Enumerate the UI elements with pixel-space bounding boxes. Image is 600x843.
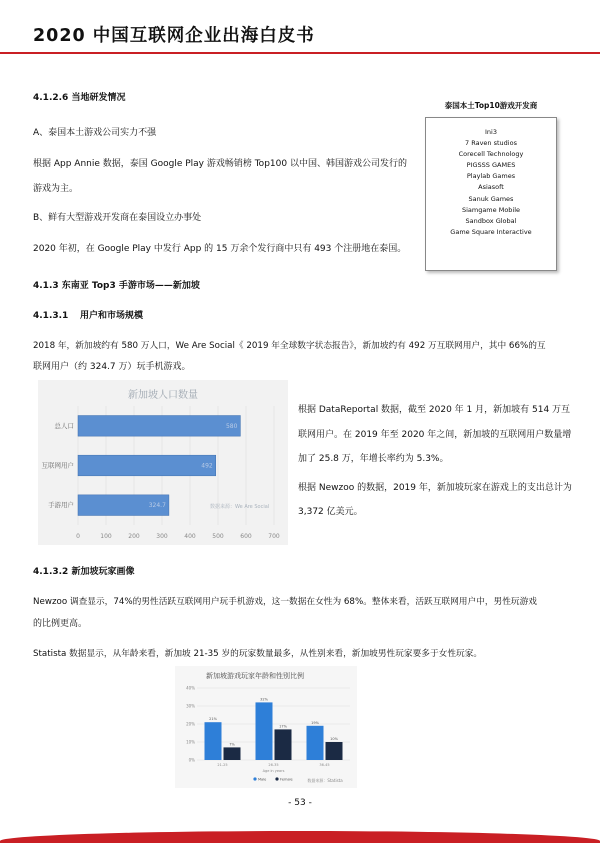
legend-marker <box>253 777 256 780</box>
age-gender-chart-svg <box>175 666 357 788</box>
para-right-3: 加了 25.8 万，年增长率约为 5.3%。 <box>298 454 449 464</box>
developer-item: 7 Raven studios <box>465 139 517 148</box>
x-tick-label: 200 <box>128 533 140 540</box>
page-number: - 53 - <box>288 798 312 808</box>
para-right-2: 联网用户。在 2019 年至 2020 年之间，新加坡的互联网用户数量增 <box>298 430 572 440</box>
x-tick-label: 0 <box>76 533 80 540</box>
y-tick-label: 40% <box>186 685 195 691</box>
para-b-title: B、鲜有大型游戏开发商在泰国设立办事处 <box>33 213 202 223</box>
bar <box>224 747 241 760</box>
para-b-body: 2020 年初，在 Google Play 中发行 App 的 15 万余个发行商中只有 493 个注册地在泰国。 <box>33 244 407 254</box>
x-tick-label: 500 <box>212 533 224 540</box>
x-tick-label: 36-45 <box>319 763 330 767</box>
developer-item: Ini3 <box>485 128 497 136</box>
developer-item: Game Square Interactive <box>450 227 532 236</box>
section-heading-4126: 4.1.2.6 当地研发情况 <box>33 93 126 103</box>
developer-item: Sanuk Games <box>468 194 514 203</box>
para-4132-line-3: Statista 数据显示，从年龄来看，新加坡 21-35 岁的玩家数量最多，从性别来看，新加坡男性玩家要多于女性玩家。 <box>33 649 483 659</box>
x-tick-label: 600 <box>240 533 252 540</box>
developer-list-box <box>425 117 557 271</box>
legend-marker <box>275 777 278 780</box>
para-a-title: A、泰国本土游戏公司实力不强 <box>33 128 157 138</box>
y-tick-label: 30% <box>186 703 195 709</box>
x-tick-label: 700 <box>268 533 280 540</box>
population-chart <box>38 380 288 545</box>
para-413-line-2: 联网用户（约 324.7 万）玩手机游戏。 <box>33 362 191 372</box>
developer-item: Asiasoft <box>478 183 504 192</box>
developer-item: Sandbox Global <box>465 216 517 225</box>
data-label: 324.7 <box>148 502 166 510</box>
bar <box>326 742 343 760</box>
para-right-4: 根据 Newzoo 的数据，2019 年，新加坡玩家在游戏上的支出总计为 <box>298 483 572 493</box>
chart-source: 数据来源：We Are Social <box>210 504 270 510</box>
developer-item: Siamgame Mobile <box>461 205 521 214</box>
developer-item: PIGSSS GAMES <box>466 161 516 170</box>
para-4132-line-2: 的比例更高。 <box>33 619 88 629</box>
section-heading-4131-num: 4.1.3.1 <box>33 311 69 321</box>
x-tick-label: 21-25 <box>217 763 228 767</box>
data-label: 32% <box>260 697 268 702</box>
bar <box>275 729 292 760</box>
data-label: 7% <box>229 742 235 747</box>
section-heading-413: 4.1.3 东南亚 Top3 手游市场——新加坡 <box>33 281 200 291</box>
x-tick-label: 100 <box>100 533 112 540</box>
legend-label: Female <box>280 777 293 782</box>
data-label: 17% <box>279 724 287 729</box>
data-label: 19% <box>311 720 319 725</box>
category-label: 手游用户 <box>48 501 74 510</box>
developer-item: Corecell Technology <box>458 150 524 159</box>
para-413-line-1: 2018 年，新加坡约有 580 万人口，We Are Social《 2019 年全球数字状态报告》，新加坡约有 492 万互联网用户，其中 66%的互 <box>33 341 546 351</box>
bar <box>205 722 222 760</box>
document-header-title: 2020 中国互联网企业出海白皮书 <box>33 26 315 46</box>
data-label: 580 <box>225 422 238 430</box>
x-tick-label: 300 <box>156 533 168 540</box>
category-label: 互联网用户 <box>41 461 74 470</box>
y-tick-label: 20% <box>186 721 195 727</box>
data-label: 492 <box>201 462 213 470</box>
chart-title: 新加坡游戏玩家年龄和性别比例 <box>206 672 304 680</box>
legend-label: Male <box>258 777 267 782</box>
chart-source: 数据来源：Statista <box>307 778 343 783</box>
category-label: 总人口 <box>54 421 74 430</box>
x-axis-label: Age in years <box>262 769 285 773</box>
para-a-body-1: 根据 App Annie 数据，泰国 Google Play 游戏畅销榜 Top100 以中国、韩国游戏公司发行的 <box>33 159 407 169</box>
chart-title: 新加坡人口数量 <box>128 390 198 401</box>
developer-item: Playlab Games <box>466 172 516 181</box>
section-heading-4132: 4.1.3.2 新加坡玩家画像 <box>33 567 135 577</box>
bar <box>256 702 273 760</box>
y-tick-label: 10% <box>186 739 195 745</box>
footer-band <box>0 831 600 843</box>
header-divider <box>0 52 600 54</box>
population-chart-svg <box>38 380 288 545</box>
sidebar-title: 泰国本土Top10游戏开发商 <box>444 101 538 110</box>
bar <box>307 726 324 760</box>
x-tick-label: 26-35 <box>268 763 279 767</box>
data-label: 21% <box>209 717 217 722</box>
para-right-5: 3,372 亿美元。 <box>298 507 363 517</box>
bar <box>78 455 216 476</box>
age-gender-chart <box>175 666 357 788</box>
y-tick-label: 0% <box>188 757 195 763</box>
bar <box>78 416 240 437</box>
para-right-1: 根据 DataReportal 数据，截至 2020 年 1 月，新加坡有 514 万互 <box>298 405 571 415</box>
section-heading-4131-text: 用户和市场规模 <box>80 311 144 321</box>
x-tick-label: 400 <box>184 533 196 540</box>
data-label: 10% <box>330 737 338 741</box>
para-a-body-2: 游戏为主。 <box>33 184 79 194</box>
para-4132-line-1: Newzoo 调查显示，74%的男性活跃互联网用户玩手机游戏，这一数据在女性为 68%。整体来看，活跃互联网用户中，男性玩游戏 <box>33 597 537 607</box>
